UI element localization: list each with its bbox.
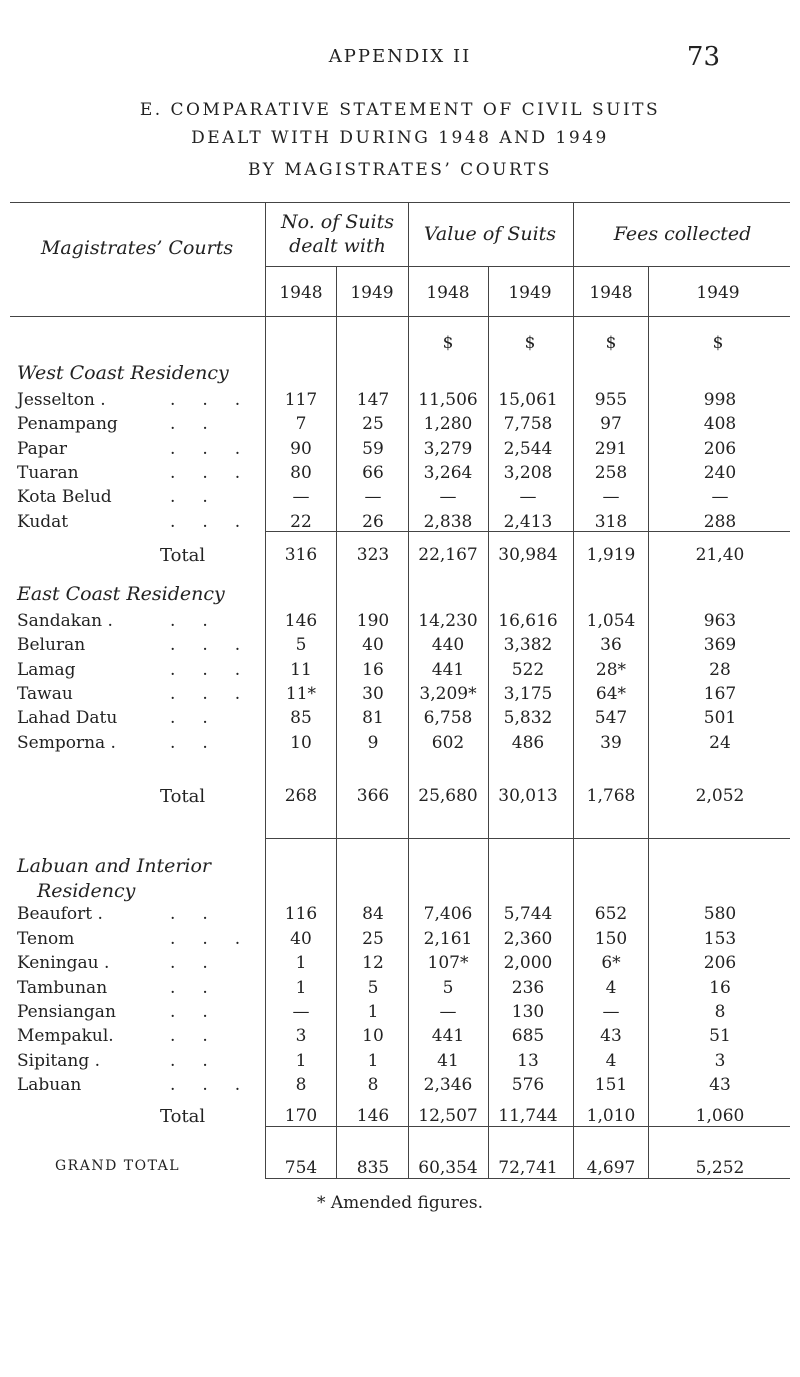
table-cell: 116 [284,904,318,924]
table-cell: 11 [290,660,312,680]
table-cell: 90 [290,439,312,459]
table-cell: 21,40 [695,545,745,565]
table-cell: 14,230 [418,611,478,631]
leader-dots: ... [170,1075,268,1095]
table-cell: 147 [356,390,390,410]
table-cell: 11* [285,684,317,704]
table-cell: 8 [714,1002,726,1022]
table-cell: 107* [427,953,469,973]
table-cell: 318 [594,512,628,532]
table-cell: 30,984 [498,545,558,565]
table-cell: 440 [431,635,465,655]
table-cell: 16,616 [498,611,558,631]
fees-column-header: Fees collected [613,223,752,245]
table-cell: 43 [709,1075,731,1095]
court-name: Beluran [17,635,86,655]
table-cell: 240 [703,463,737,483]
court-name: Sipitang . [17,1051,101,1071]
table-cell: 25 [362,929,384,949]
table-cell: 190 [356,611,390,631]
leader-dots: ... [170,635,268,655]
table-cell: 10 [290,733,312,753]
table-cell: 12 [362,953,384,973]
leader-dots: .. [170,1026,235,1046]
table-cell: 2,052 [695,786,745,806]
table-cell: 369 [703,635,737,655]
table-cell: 16 [709,978,731,998]
table-cell: 5 [442,978,454,998]
table-cell: 84 [362,904,384,924]
table-cell: 151 [594,1075,628,1095]
leader-dots: .. [170,487,235,507]
table-cell: — [602,1002,620,1022]
table-cell: 97 [600,414,622,434]
table-cell: 130 [511,1002,545,1022]
table-cell: 11,744 [498,1106,558,1126]
table-cell: 5 [367,978,379,998]
table-cell: 522 [511,660,545,680]
table-cell: 486 [511,733,545,753]
leader-dots: .. [170,953,235,973]
leader-dots: .. [170,733,235,753]
courts-column-header: Magistrates’ Courts [40,237,234,259]
table-cell: 236 [511,978,545,998]
leader-dots: ... [170,660,268,680]
table-cell: 3,279 [423,439,473,459]
table-cell: 5 [295,635,307,655]
table-cell: 291 [594,439,628,459]
suits-column-header: No. of Suits dealt with [280,211,395,257]
table-cell: 22,167 [418,545,478,565]
table-cell: 2,000 [503,953,553,973]
table-cell: 7 [295,414,307,434]
total-label: Total [160,786,206,807]
table-cell: 1,280 [423,414,473,434]
court-name: Labuan [17,1075,82,1095]
table-cell: 8 [295,1075,307,1095]
table-cell: 4 [605,978,617,998]
east-total-rule [265,838,790,839]
year-header: 1949 [350,283,394,303]
court-name: Sandakan . [17,611,113,631]
year-header: 1949 [696,283,740,303]
leader-dots: .. [170,1051,235,1071]
table-cell: 576 [511,1075,545,1095]
leader-dots: ... [170,684,268,704]
table-cell: 1 [295,1051,307,1071]
grand-total-rule [265,1178,790,1179]
table-cell: 80 [290,463,312,483]
total-label: Total [160,545,206,566]
leader-dots: .. [170,904,235,924]
court-name: Semporna . [17,733,116,753]
table-cell: 85 [290,708,312,728]
table-cell: 1 [367,1002,379,1022]
table-cell: 13 [517,1051,539,1071]
title-line-1: E. COMPARATIVE STATEMENT OF CIVIL SUITS [139,100,661,120]
table-cell: 602 [431,733,465,753]
table-cell: 6* [601,953,621,973]
table-cell: 2,161 [423,929,473,949]
table-cell: 22 [290,512,312,532]
table-top-rule [10,202,790,203]
table-row [0,1075,800,1105]
leader-dots: ... [170,463,268,483]
title-line-2: DEALT WITH DURING 1948 AND 1949 [191,128,609,148]
table-cell: 1 [367,1051,379,1071]
table-cell: 26 [362,512,384,532]
grand-total-label: GRAND TOTAL [55,1158,181,1174]
table-cell: 441 [431,660,465,680]
leader-dots: .. [170,1002,235,1022]
court-name: Penampang [17,414,118,434]
court-name: Kudat [17,512,69,532]
header-bottom-rule [10,316,790,317]
court-name: Kota Belud [17,487,112,507]
table-cell: 2,838 [423,512,473,532]
table-cell: 998 [703,390,737,410]
value-column-header: Value of Suits [423,223,557,245]
table-cell: 28 [709,660,731,680]
table-cell: 835 [356,1158,390,1178]
currency-symbol: $ [605,333,617,353]
table-cell: 10 [362,1026,384,1046]
table-cell: 955 [594,390,628,410]
table-cell: 153 [703,929,737,949]
table-cell: 547 [594,708,628,728]
table-cell: 72,741 [498,1158,558,1178]
table-cell: 39 [600,733,622,753]
table-cell: 580 [703,904,737,924]
table-cell: 25,680 [418,786,478,806]
table-cell: 30 [362,684,384,704]
page-number: 73 [686,42,720,72]
footnote: * Amended figures. [316,1193,484,1213]
table-cell: 3 [295,1026,307,1046]
year-header: 1948 [279,283,323,303]
table-cell: 1,768 [586,786,636,806]
table-cell: 7,406 [423,904,473,924]
table-cell: 1 [295,953,307,973]
table-cell: 441 [431,1026,465,1046]
table-cell: 25 [362,414,384,434]
court-name: Tenom [17,929,75,949]
table-cell: 150 [594,929,628,949]
year-header: 1948 [589,283,633,303]
currency-symbol: $ [442,333,454,353]
table-cell: 5,252 [695,1158,745,1178]
table-cell: 754 [284,1158,318,1178]
table-cell: 3,209* [419,684,477,704]
table-cell: 9 [367,733,379,753]
table-cell: 4 [605,1051,617,1071]
running-header: APPENDIX II [328,46,472,67]
leader-dots: .. [170,414,235,434]
court-name: Papar [17,439,67,459]
section-heading-west-coast: West Coast Residency [17,362,229,384]
leader-dots: ... [170,929,268,949]
table-cell: 40 [362,635,384,655]
court-name: Lahad Datu [17,708,118,728]
title-line-3: BY MAGISTRATES’ COURTS [248,160,552,180]
table-cell: 1,054 [586,611,636,631]
section-heading-east-coast: East Coast Residency [17,583,225,605]
leader-dots: ... [170,390,268,410]
table-cell: — [364,487,382,507]
table-cell: 43 [600,1026,622,1046]
table-cell: — [292,487,310,507]
table-cell: 316 [284,545,318,565]
table-cell: 117 [284,390,318,410]
table-cell: 3,382 [503,635,553,655]
table-cell: 3 [714,1051,726,1071]
table-cell: 258 [594,463,628,483]
table-cell: 366 [356,786,390,806]
header-divider [265,266,790,267]
table-cell: — [711,487,729,507]
table-cell: 5,832 [503,708,553,728]
table-cell: 4,697 [586,1158,636,1178]
table-cell: 1,919 [586,545,636,565]
court-name: Beaufort . [17,904,103,924]
leader-dots: .. [170,978,235,998]
court-name: Keningau . [17,953,110,973]
leader-dots: ... [170,512,268,532]
section-heading-labuan-interior-2: Residency [37,880,136,902]
table-cell: 2,544 [503,439,553,459]
table-cell: 167 [703,684,737,704]
table-cell: 28* [595,660,627,680]
table-cell: 16 [362,660,384,680]
table-cell: 40 [290,929,312,949]
year-header: 1949 [508,283,552,303]
table-cell: 51 [709,1026,731,1046]
table-cell: 12,507 [418,1106,478,1126]
table-row [0,733,800,763]
table-cell: 60,354 [418,1158,478,1178]
table-cell: 6,758 [423,708,473,728]
table-cell: 268 [284,786,318,806]
table-cell: 3,264 [423,463,473,483]
table-cell: — [519,487,537,507]
table-cell: 652 [594,904,628,924]
table-cell: 3,175 [503,684,553,704]
court-name: Pensiangan [17,1002,116,1022]
court-name: Jesselton . [17,390,106,410]
table-cell: 59 [362,439,384,459]
table-cell: 2,413 [503,512,553,532]
table-cell: — [292,1002,310,1022]
table-cell: 3,208 [503,463,553,483]
table-cell: 1 [295,978,307,998]
table-cell: 7,758 [503,414,553,434]
table-cell: 323 [356,545,390,565]
table-cell: 288 [703,512,737,532]
table-cell: — [439,1002,457,1022]
total-label: Total [160,1106,206,1127]
court-name: Lamag [17,660,76,680]
table-cell: 24 [709,733,731,753]
currency-symbol: $ [524,333,536,353]
table-cell: 8 [367,1075,379,1095]
table-cell: — [602,487,620,507]
year-header: 1948 [426,283,470,303]
table-cell: 146 [284,611,318,631]
table-cell: 2,360 [503,929,553,949]
court-name: Tawau [17,684,73,704]
table-cell: 15,061 [498,390,558,410]
court-name: Tuaran [17,463,79,483]
table-cell: 30,013 [498,786,558,806]
court-name: Mempakul. [17,1026,114,1046]
table-cell: 66 [362,463,384,483]
table-cell: 685 [511,1026,545,1046]
labuan-total-rule [265,1126,790,1127]
table-cell: 206 [703,439,737,459]
table-cell: 170 [284,1106,318,1126]
table-cell: 36 [600,635,622,655]
table-cell: 146 [356,1106,390,1126]
table-cell: 11,506 [418,390,478,410]
table-cell: 1,010 [586,1106,636,1126]
table-cell: 501 [703,708,737,728]
table-cell: 41 [437,1051,459,1071]
table-cell: 5,744 [503,904,553,924]
leader-dots: ... [170,439,268,459]
table-cell: 81 [362,708,384,728]
table-cell: 1,060 [695,1106,745,1126]
table-cell: — [439,487,457,507]
section-heading-labuan-interior: Labuan and Interior [17,855,212,877]
table-row [0,512,800,542]
table-cell: 64* [595,684,627,704]
leader-dots: .. [170,708,235,728]
court-name: Tambunan [17,978,108,998]
table-cell: 963 [703,611,737,631]
leader-dots: .. [170,611,235,631]
table-cell: 2,346 [423,1075,473,1095]
table-cell: 408 [703,414,737,434]
currency-symbol: $ [712,333,724,353]
table-cell: 206 [703,953,737,973]
